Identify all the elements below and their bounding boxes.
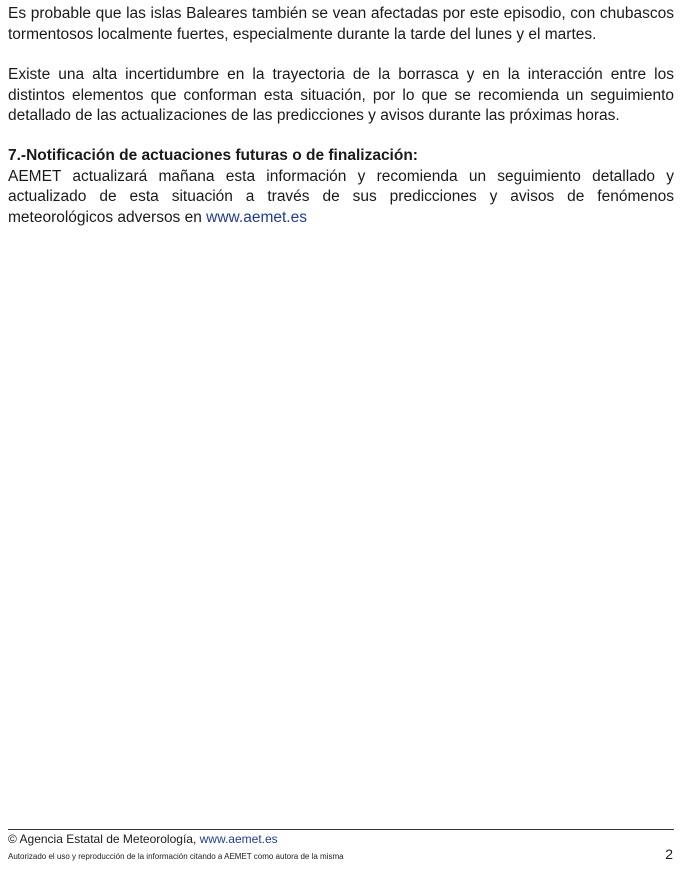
footer-copyright-text: © Agencia Estatal de Meteorología, <box>8 832 200 846</box>
footer-authorization: Autorizado el uso y reproducción de la información citando a AEMET como autora de la misma <box>8 852 344 861</box>
section-7-heading: 7.-Notificación de actuaciones futuras o de finalización: <box>8 147 418 164</box>
aemet-link[interactable]: www.aemet.es <box>206 208 307 226</box>
footer-copyright <box>8 832 278 847</box>
page-number: 2 <box>665 846 673 862</box>
section-7-text <box>8 167 674 229</box>
footer-divider <box>8 829 674 830</box>
paragraph-baleares: Es probable que las islas Baleares también se vean afectadas por este episodio, con chubascos tormentosos localmente fuertes, especialmente durante la tarde del lunes y el martes. <box>8 5 674 43</box>
footer-aemet-link[interactable]: www.aemet.es <box>199 832 278 846</box>
section-7-body: AEMET actualizará mañana esta información y recomienda un seguimiento detallado y actualizado de esta situación a través de sus predicciones y avisos de fenómenos meteorológicos adversos en <box>8 167 674 226</box>
section-7 <box>8 146 674 228</box>
paragraph-incertidumbre: Existe una alta incertidumbre en la trayectoria de la borrasca y en la interacción entre los distintos elementos que conforman esta situación, por lo que se recomienda un seguimiento detallado de las actualizaciones de las predicciones y avisos durante las próximas horas. <box>8 66 674 124</box>
